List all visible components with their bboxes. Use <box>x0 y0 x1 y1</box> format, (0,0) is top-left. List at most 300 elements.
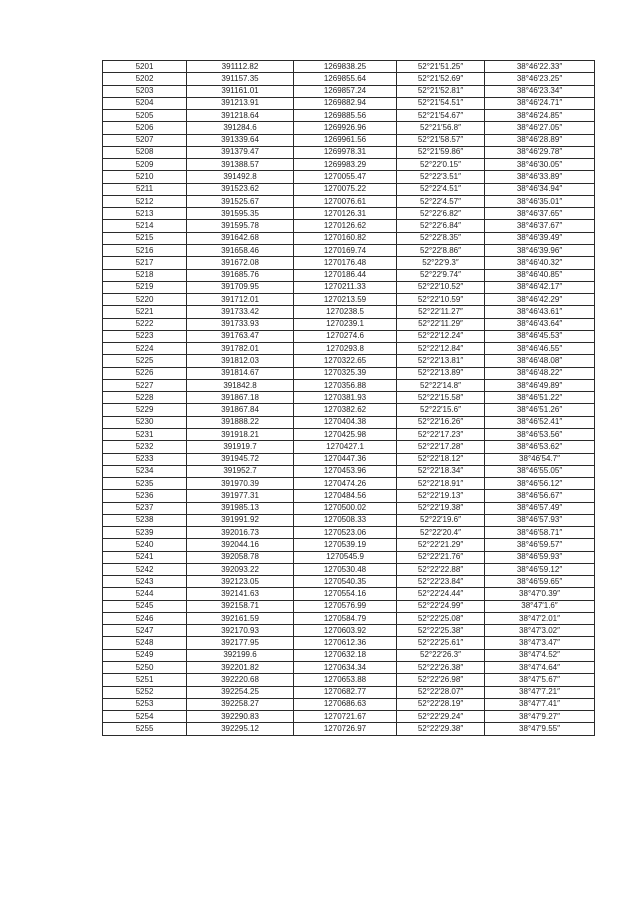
y-coordinate-cell: 1270539.19 <box>294 539 397 551</box>
latitude-cell: 52°22′10.52″ <box>397 281 485 293</box>
longitude-cell: 38°47′5.67″ <box>485 674 595 686</box>
table-row <box>103 514 595 526</box>
x-coordinate-cell: 391763.47 <box>187 330 294 342</box>
coordinates-table-body <box>103 61 595 736</box>
x-coordinate-cell: 391685.76 <box>187 269 294 281</box>
latitude-cell: 52°21′51.25″ <box>397 61 485 73</box>
latitude-cell: 52°21′52.81″ <box>397 85 485 97</box>
y-coordinate-cell: 1270523.06 <box>294 527 397 539</box>
latitude-cell: 52°21′59.86″ <box>397 146 485 158</box>
y-coordinate-cell: 1270484.56 <box>294 490 397 502</box>
longitude-cell: 38°47′4.64″ <box>485 662 595 674</box>
latitude-cell: 52°22′22.88″ <box>397 563 485 575</box>
y-coordinate-cell: 1270632.18 <box>294 649 397 661</box>
table-row <box>103 110 595 122</box>
y-coordinate-cell: 1270576.99 <box>294 600 397 612</box>
longitude-cell: 38°47′3.47″ <box>485 637 595 649</box>
latitude-cell: 52°22′6.84″ <box>397 220 485 232</box>
longitude-cell: 38°46′42.17″ <box>485 281 595 293</box>
latitude-cell: 52°22′14.8″ <box>397 379 485 391</box>
x-coordinate-cell: 391985.13 <box>187 502 294 514</box>
point-number-cell: 5230 <box>103 416 187 428</box>
table-row <box>103 73 595 85</box>
y-coordinate-cell: 1270508.33 <box>294 514 397 526</box>
table-row <box>103 539 595 551</box>
y-coordinate-cell: 1270603.92 <box>294 625 397 637</box>
x-coordinate-cell: 391733.93 <box>187 318 294 330</box>
y-coordinate-cell: 1270530.48 <box>294 563 397 575</box>
longitude-cell: 38°46′56.67″ <box>485 490 595 502</box>
longitude-cell: 38°46′58.71″ <box>485 527 595 539</box>
y-coordinate-cell: 1270211.33 <box>294 281 397 293</box>
x-coordinate-cell: 391867.18 <box>187 392 294 404</box>
longitude-cell: 38°46′39.96″ <box>485 244 595 256</box>
longitude-cell: 38°46′40.32″ <box>485 257 595 269</box>
latitude-cell: 52°22′18.12″ <box>397 453 485 465</box>
y-coordinate-cell: 1270721.67 <box>294 711 397 723</box>
table-row <box>103 527 595 539</box>
x-coordinate-cell: 391672.08 <box>187 257 294 269</box>
table-row <box>103 379 595 391</box>
x-coordinate-cell: 392220.68 <box>187 674 294 686</box>
latitude-cell: 52°22′24.44″ <box>397 588 485 600</box>
x-coordinate-cell: 391812.03 <box>187 355 294 367</box>
y-coordinate-cell: 1270500.02 <box>294 502 397 514</box>
point-number-cell: 5201 <box>103 61 187 73</box>
x-coordinate-cell: 391492.8 <box>187 171 294 183</box>
latitude-cell: 52°22′15.6″ <box>397 404 485 416</box>
y-coordinate-cell: 1269926.96 <box>294 122 397 134</box>
point-number-cell: 5241 <box>103 551 187 563</box>
longitude-cell: 38°47′9.55″ <box>485 723 595 735</box>
table-row <box>103 343 595 355</box>
y-coordinate-cell: 1270274.6 <box>294 330 397 342</box>
x-coordinate-cell: 392158.71 <box>187 600 294 612</box>
table-row <box>103 453 595 465</box>
y-coordinate-cell: 1270545.9 <box>294 551 397 563</box>
longitude-cell: 38°46′57.49″ <box>485 502 595 514</box>
point-number-cell: 5228 <box>103 392 187 404</box>
point-number-cell: 5246 <box>103 612 187 624</box>
longitude-cell: 38°46′51.22″ <box>485 392 595 404</box>
y-coordinate-cell: 1270653.88 <box>294 674 397 686</box>
point-number-cell: 5223 <box>103 330 187 342</box>
y-coordinate-cell: 1270186.44 <box>294 269 397 281</box>
point-number-cell: 5231 <box>103 428 187 440</box>
longitude-cell: 38°46′35.01″ <box>485 195 595 207</box>
longitude-cell: 38°47′1.6″ <box>485 600 595 612</box>
table-row <box>103 502 595 514</box>
y-coordinate-cell: 1270322.65 <box>294 355 397 367</box>
x-coordinate-cell: 392290.83 <box>187 711 294 723</box>
longitude-cell: 38°46′57.93″ <box>485 514 595 526</box>
point-number-cell: 5215 <box>103 232 187 244</box>
latitude-cell: 52°21′58.57″ <box>397 134 485 146</box>
table-row <box>103 220 595 232</box>
y-coordinate-cell: 1270726.97 <box>294 723 397 735</box>
table-row <box>103 428 595 440</box>
latitude-cell: 52°22′19.38″ <box>397 502 485 514</box>
x-coordinate-cell: 391218.64 <box>187 110 294 122</box>
x-coordinate-cell: 391709.95 <box>187 281 294 293</box>
latitude-cell: 52°22′17.28″ <box>397 441 485 453</box>
table-row <box>103 61 595 73</box>
table-row <box>103 318 595 330</box>
point-number-cell: 5224 <box>103 343 187 355</box>
longitude-cell: 38°46′29.78″ <box>485 146 595 158</box>
latitude-cell: 52°22′3.51″ <box>397 171 485 183</box>
latitude-cell: 52°21′54.51″ <box>397 97 485 109</box>
longitude-cell: 38°46′54.7″ <box>485 453 595 465</box>
longitude-cell: 38°46′42.29″ <box>485 294 595 306</box>
table-row <box>103 600 595 612</box>
table-row <box>103 85 595 97</box>
longitude-cell: 38°46′23.25″ <box>485 73 595 85</box>
y-coordinate-cell: 1270554.16 <box>294 588 397 600</box>
latitude-cell: 52°22′24.99″ <box>397 600 485 612</box>
table-row <box>103 306 595 318</box>
table-row <box>103 183 595 195</box>
point-number-cell: 5234 <box>103 465 187 477</box>
table-row <box>103 404 595 416</box>
longitude-cell: 38°46′43.64″ <box>485 318 595 330</box>
latitude-cell: 52°22′11.27″ <box>397 306 485 318</box>
table-row <box>103 674 595 686</box>
point-number-cell: 5247 <box>103 625 187 637</box>
point-number-cell: 5253 <box>103 698 187 710</box>
longitude-cell: 38°46′55.05″ <box>485 465 595 477</box>
table-row <box>103 551 595 563</box>
y-coordinate-cell: 1270356.88 <box>294 379 397 391</box>
longitude-cell: 38°47′3.02″ <box>485 625 595 637</box>
x-coordinate-cell: 391658.46 <box>187 244 294 256</box>
x-coordinate-cell: 391733.42 <box>187 306 294 318</box>
x-coordinate-cell: 392177.95 <box>187 637 294 649</box>
x-coordinate-cell: 391112.82 <box>187 61 294 73</box>
latitude-cell: 52°22′26.98″ <box>397 674 485 686</box>
latitude-cell: 52°22′10.59″ <box>397 294 485 306</box>
x-coordinate-cell: 391157.35 <box>187 73 294 85</box>
y-coordinate-cell: 1270126.62 <box>294 220 397 232</box>
y-coordinate-cell: 1269961.56 <box>294 134 397 146</box>
y-coordinate-cell: 1269885.56 <box>294 110 397 122</box>
table-row <box>103 416 595 428</box>
latitude-cell: 52°22′9.74″ <box>397 269 485 281</box>
point-number-cell: 5229 <box>103 404 187 416</box>
longitude-cell: 38°47′4.52″ <box>485 649 595 661</box>
y-coordinate-cell: 1270055.47 <box>294 171 397 183</box>
y-coordinate-cell: 1270474.26 <box>294 478 397 490</box>
point-number-cell: 5213 <box>103 208 187 220</box>
latitude-cell: 52°22′21.29″ <box>397 539 485 551</box>
latitude-cell: 52°22′15.58″ <box>397 392 485 404</box>
coordinates-table <box>102 60 595 736</box>
table-row <box>103 232 595 244</box>
longitude-cell: 38°46′33.89″ <box>485 171 595 183</box>
y-coordinate-cell: 1270075.22 <box>294 183 397 195</box>
point-number-cell: 5221 <box>103 306 187 318</box>
y-coordinate-cell: 1270238.5 <box>294 306 397 318</box>
x-coordinate-cell: 391977.31 <box>187 490 294 502</box>
longitude-cell: 38°46′52.41″ <box>485 416 595 428</box>
point-number-cell: 5244 <box>103 588 187 600</box>
point-number-cell: 5248 <box>103 637 187 649</box>
table-row <box>103 195 595 207</box>
latitude-cell: 52°22′17.23″ <box>397 428 485 440</box>
point-number-cell: 5216 <box>103 244 187 256</box>
point-number-cell: 5206 <box>103 122 187 134</box>
x-coordinate-cell: 391991.92 <box>187 514 294 526</box>
table-row <box>103 465 595 477</box>
x-coordinate-cell: 391712.01 <box>187 294 294 306</box>
point-number-cell: 5205 <box>103 110 187 122</box>
table-row <box>103 294 595 306</box>
table-row <box>103 171 595 183</box>
x-coordinate-cell: 391379.47 <box>187 146 294 158</box>
longitude-cell: 38°46′43.61″ <box>485 306 595 318</box>
point-number-cell: 5242 <box>103 563 187 575</box>
latitude-cell: 52°22′16.26″ <box>397 416 485 428</box>
y-coordinate-cell: 1270381.93 <box>294 392 397 404</box>
longitude-cell: 38°46′48.22″ <box>485 367 595 379</box>
latitude-cell: 52°22′0.15″ <box>397 159 485 171</box>
point-number-cell: 5254 <box>103 711 187 723</box>
x-coordinate-cell: 391952.7 <box>187 465 294 477</box>
longitude-cell: 38°47′2.01″ <box>485 612 595 624</box>
latitude-cell: 52°22′18.34″ <box>397 465 485 477</box>
x-coordinate-cell: 392123.05 <box>187 576 294 588</box>
longitude-cell: 38°46′22.33″ <box>485 61 595 73</box>
y-coordinate-cell: 1270169.74 <box>294 244 397 256</box>
table-row <box>103 625 595 637</box>
x-coordinate-cell: 391945.72 <box>187 453 294 465</box>
longitude-cell: 38°46′24.71″ <box>485 97 595 109</box>
longitude-cell: 38°46′51.26″ <box>485 404 595 416</box>
longitude-cell: 38°47′0.39″ <box>485 588 595 600</box>
point-number-cell: 5207 <box>103 134 187 146</box>
y-coordinate-cell: 1270686.63 <box>294 698 397 710</box>
point-number-cell: 5245 <box>103 600 187 612</box>
x-coordinate-cell: 391842.8 <box>187 379 294 391</box>
point-number-cell: 5222 <box>103 318 187 330</box>
latitude-cell: 52°22′12.24″ <box>397 330 485 342</box>
x-coordinate-cell: 392016.73 <box>187 527 294 539</box>
longitude-cell: 38°47′7.41″ <box>485 698 595 710</box>
table-row <box>103 612 595 624</box>
point-number-cell: 5249 <box>103 649 187 661</box>
x-coordinate-cell: 391782.01 <box>187 343 294 355</box>
longitude-cell: 38°46′34.94″ <box>485 183 595 195</box>
point-number-cell: 5219 <box>103 281 187 293</box>
x-coordinate-cell: 391595.35 <box>187 208 294 220</box>
y-coordinate-cell: 1270126.31 <box>294 208 397 220</box>
longitude-cell: 38°46′59.65″ <box>485 576 595 588</box>
y-coordinate-cell: 1269882.94 <box>294 97 397 109</box>
point-number-cell: 5214 <box>103 220 187 232</box>
point-number-cell: 5251 <box>103 674 187 686</box>
latitude-cell: 52°22′11.29″ <box>397 318 485 330</box>
longitude-cell: 38°46′45.53″ <box>485 330 595 342</box>
y-coordinate-cell: 1270160.82 <box>294 232 397 244</box>
longitude-cell: 38°46′27.05″ <box>485 122 595 134</box>
x-coordinate-cell: 392254.25 <box>187 686 294 698</box>
table-row <box>103 723 595 735</box>
table-row <box>103 662 595 674</box>
table-row <box>103 257 595 269</box>
x-coordinate-cell: 392141.63 <box>187 588 294 600</box>
latitude-cell: 52°22′28.19″ <box>397 698 485 710</box>
longitude-cell: 38°46′37.65″ <box>485 208 595 220</box>
latitude-cell: 52°22′8.35″ <box>397 232 485 244</box>
point-number-cell: 5226 <box>103 367 187 379</box>
point-number-cell: 5237 <box>103 502 187 514</box>
y-coordinate-cell: 1270427.1 <box>294 441 397 453</box>
point-number-cell: 5217 <box>103 257 187 269</box>
latitude-cell: 52°22′19.13″ <box>397 490 485 502</box>
longitude-cell: 38°46′53.56″ <box>485 428 595 440</box>
x-coordinate-cell: 391525.67 <box>187 195 294 207</box>
table-row <box>103 576 595 588</box>
y-coordinate-cell: 1270425.98 <box>294 428 397 440</box>
x-coordinate-cell: 392093.22 <box>187 563 294 575</box>
latitude-cell: 52°22′13.89″ <box>397 367 485 379</box>
table-row <box>103 490 595 502</box>
table-row <box>103 330 595 342</box>
table-row <box>103 563 595 575</box>
table-row <box>103 478 595 490</box>
longitude-cell: 38°47′9.27″ <box>485 711 595 723</box>
longitude-cell: 38°46′40.85″ <box>485 269 595 281</box>
x-coordinate-cell: 391867.84 <box>187 404 294 416</box>
table-row <box>103 588 595 600</box>
latitude-cell: 52°22′4.51″ <box>397 183 485 195</box>
point-number-cell: 5238 <box>103 514 187 526</box>
longitude-cell: 38°46′28.89″ <box>485 134 595 146</box>
latitude-cell: 52°22′28.07″ <box>397 686 485 698</box>
point-number-cell: 5208 <box>103 146 187 158</box>
latitude-cell: 52°22′13.81″ <box>397 355 485 367</box>
point-number-cell: 5255 <box>103 723 187 735</box>
table-row <box>103 441 595 453</box>
x-coordinate-cell: 391642.68 <box>187 232 294 244</box>
table-row <box>103 355 595 367</box>
x-coordinate-cell: 391814.67 <box>187 367 294 379</box>
table-row <box>103 711 595 723</box>
longitude-cell: 38°46′37.67″ <box>485 220 595 232</box>
point-number-cell: 5227 <box>103 379 187 391</box>
latitude-cell: 52°22′21.76″ <box>397 551 485 563</box>
y-coordinate-cell: 1269978.31 <box>294 146 397 158</box>
y-coordinate-cell: 1270453.96 <box>294 465 397 477</box>
x-coordinate-cell: 391213.91 <box>187 97 294 109</box>
x-coordinate-cell: 392170.93 <box>187 625 294 637</box>
latitude-cell: 52°22′8.86″ <box>397 244 485 256</box>
longitude-cell: 38°46′30.05″ <box>485 159 595 171</box>
y-coordinate-cell: 1270293.8 <box>294 343 397 355</box>
y-coordinate-cell: 1269855.64 <box>294 73 397 85</box>
latitude-cell: 52°22′26.3″ <box>397 649 485 661</box>
x-coordinate-cell: 392199.6 <box>187 649 294 661</box>
point-number-cell: 5209 <box>103 159 187 171</box>
point-number-cell: 5236 <box>103 490 187 502</box>
x-coordinate-cell: 391161.01 <box>187 85 294 97</box>
y-coordinate-cell: 1270239.1 <box>294 318 397 330</box>
latitude-cell: 52°22′25.61″ <box>397 637 485 649</box>
point-number-cell: 5210 <box>103 171 187 183</box>
latitude-cell: 52°22′12.84″ <box>397 343 485 355</box>
y-coordinate-cell: 1270634.34 <box>294 662 397 674</box>
y-coordinate-cell: 1270682.77 <box>294 686 397 698</box>
longitude-cell: 38°46′53.62″ <box>485 441 595 453</box>
longitude-cell: 38°46′48.08″ <box>485 355 595 367</box>
x-coordinate-cell: 392044.16 <box>187 539 294 551</box>
x-coordinate-cell: 392295.12 <box>187 723 294 735</box>
table-row <box>103 208 595 220</box>
point-number-cell: 5239 <box>103 527 187 539</box>
point-number-cell: 5232 <box>103 441 187 453</box>
y-coordinate-cell: 1270382.62 <box>294 404 397 416</box>
latitude-cell: 52°22′9.3″ <box>397 257 485 269</box>
point-number-cell: 5220 <box>103 294 187 306</box>
longitude-cell: 38°46′46.55″ <box>485 343 595 355</box>
y-coordinate-cell: 1270404.38 <box>294 416 397 428</box>
table-row <box>103 244 595 256</box>
latitude-cell: 52°21′54.67″ <box>397 110 485 122</box>
y-coordinate-cell: 1270584.79 <box>294 612 397 624</box>
longitude-cell: 38°46′59.93″ <box>485 551 595 563</box>
y-coordinate-cell: 1270540.35 <box>294 576 397 588</box>
latitude-cell: 52°22′18.91″ <box>397 478 485 490</box>
table-row <box>103 134 595 146</box>
point-number-cell: 5252 <box>103 686 187 698</box>
y-coordinate-cell: 1269983.29 <box>294 159 397 171</box>
y-coordinate-cell: 1270325.39 <box>294 367 397 379</box>
latitude-cell: 52°22′29.24″ <box>397 711 485 723</box>
longitude-cell: 38°46′59.57″ <box>485 539 595 551</box>
latitude-cell: 52°22′19.6″ <box>397 514 485 526</box>
point-number-cell: 5204 <box>103 97 187 109</box>
y-coordinate-cell: 1270213.59 <box>294 294 397 306</box>
x-coordinate-cell: 391918.21 <box>187 428 294 440</box>
y-coordinate-cell: 1269838.25 <box>294 61 397 73</box>
x-coordinate-cell: 391284.6 <box>187 122 294 134</box>
table-row <box>103 159 595 171</box>
longitude-cell: 38°46′24.85″ <box>485 110 595 122</box>
table-row <box>103 637 595 649</box>
point-number-cell: 5212 <box>103 195 187 207</box>
latitude-cell: 52°22′4.57″ <box>397 195 485 207</box>
point-number-cell: 5211 <box>103 183 187 195</box>
point-number-cell: 5202 <box>103 73 187 85</box>
x-coordinate-cell: 392058.78 <box>187 551 294 563</box>
latitude-cell: 52°22′25.38″ <box>397 625 485 637</box>
point-number-cell: 5235 <box>103 478 187 490</box>
latitude-cell: 52°22′6.82″ <box>397 208 485 220</box>
table-row <box>103 122 595 134</box>
y-coordinate-cell: 1269857.24 <box>294 85 397 97</box>
table-row <box>103 698 595 710</box>
table-row <box>103 97 595 109</box>
x-coordinate-cell: 392258.27 <box>187 698 294 710</box>
x-coordinate-cell: 391339.64 <box>187 134 294 146</box>
latitude-cell: 52°21′52.69″ <box>397 73 485 85</box>
table-row <box>103 392 595 404</box>
y-coordinate-cell: 1270076.61 <box>294 195 397 207</box>
longitude-cell: 38°46′23.34″ <box>485 85 595 97</box>
x-coordinate-cell: 391388.57 <box>187 159 294 171</box>
y-coordinate-cell: 1270176.48 <box>294 257 397 269</box>
longitude-cell: 38°46′56.12″ <box>485 478 595 490</box>
